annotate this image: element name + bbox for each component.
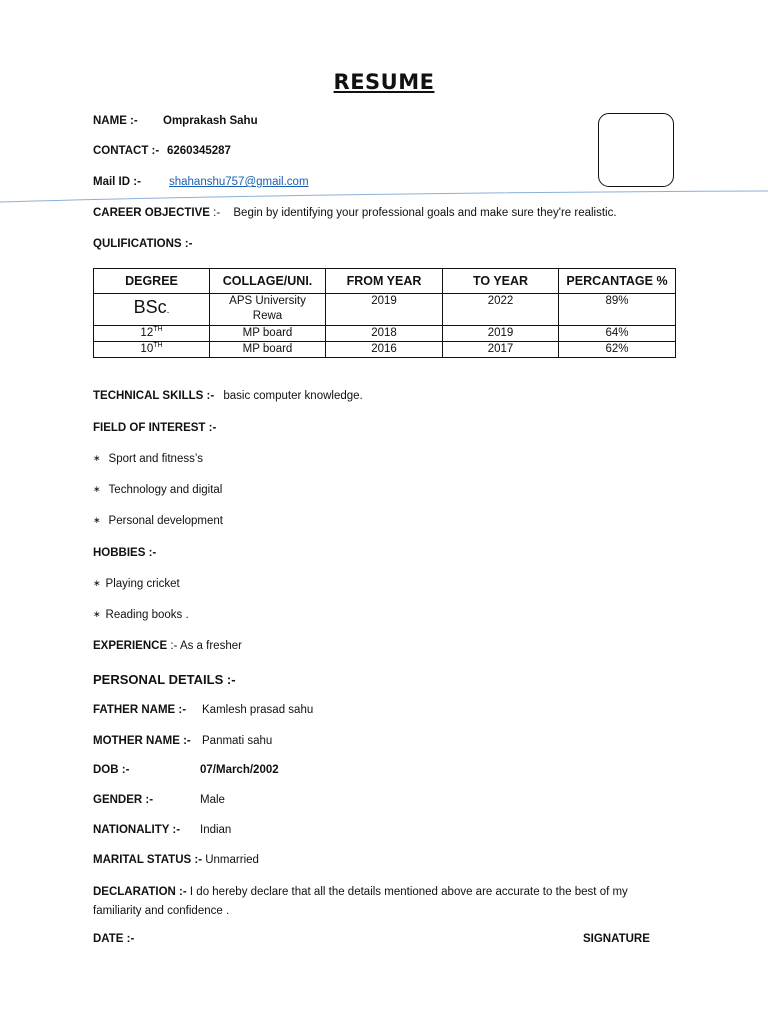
bullet-icon: ∗ [93, 484, 101, 494]
list-item [93, 609, 189, 621]
list-item [93, 578, 180, 590]
college-cell: MP board [210, 342, 326, 358]
table-row [94, 294, 676, 326]
degree-cell [94, 342, 210, 358]
marital-status-row [93, 854, 259, 866]
mother-label: MOTHER NAME :- [93, 735, 191, 747]
list-item [93, 484, 222, 496]
signature-label: SIGNATURE [583, 933, 650, 945]
college-cell: APS University Rewa [210, 294, 326, 326]
col-header-from-year: FROM YEAR [326, 269, 443, 294]
mail-link[interactable]: shahanshu757@gmail.com [169, 176, 309, 188]
experience-value: As a fresher [179, 640, 242, 652]
degree-12: 12 [140, 327, 154, 339]
divider-line [0, 190, 768, 204]
declaration [93, 883, 653, 920]
experience-row [93, 640, 242, 652]
to-year-cell: 2017 [443, 342, 559, 358]
contact-value: 6260345287 [167, 145, 231, 157]
dob-label: DOB :- [93, 764, 130, 776]
hobby-item-text: Reading books . [105, 609, 189, 621]
college-cell: MP board [210, 326, 326, 342]
gender-value: Male [200, 794, 225, 806]
col-header-degree: DEGREE [94, 269, 210, 294]
career-sep: :- [213, 207, 221, 219]
to-year-cell: 2022 [443, 294, 559, 326]
technical-value: basic computer knowledge. [223, 390, 363, 402]
page-title: RESUME [333, 70, 435, 94]
hobbies-label: HOBBIES :- [93, 547, 157, 559]
technical-skills-row [93, 390, 363, 402]
from-year-cell: 2018 [326, 326, 443, 342]
nationality-value: Indian [200, 824, 232, 836]
name-label: NAME :- [93, 115, 138, 127]
col-header-to-year: TO YEAR [443, 269, 559, 294]
interest-item-text: Technology and digital [108, 484, 223, 496]
bullet-icon: ∗ [93, 578, 101, 588]
father-label: FATHER NAME :- [93, 704, 187, 716]
degree-12-sup: TH [153, 326, 163, 334]
hobby-item-text: Playing cricket [105, 578, 180, 590]
mother-value: Panmati sahu [202, 735, 273, 747]
experience-label: EXPERIENCE [93, 640, 168, 652]
photo-placeholder [598, 113, 674, 187]
date-label: DATE :- [93, 933, 135, 945]
declaration-label: DECLARATION :- [93, 886, 187, 898]
career-objective-row [93, 207, 617, 219]
list-item [93, 453, 203, 465]
percent-cell: 62% [559, 342, 676, 358]
bullet-icon: ∗ [93, 609, 101, 619]
marital-value: Unmarried [205, 854, 259, 866]
percent-cell: 64% [559, 326, 676, 342]
degree-10-sup: TH [153, 342, 163, 350]
table-row [94, 342, 676, 358]
interest-item-text: Personal development [108, 515, 223, 527]
marital-label: MARITAL STATUS :- [93, 854, 203, 866]
qualifications-label: QULIFICATIONS :- [93, 238, 193, 250]
nationality-label: NATIONALITY :- [93, 824, 181, 836]
degree-cell [94, 326, 210, 342]
father-value: Kamlesh prasad sahu [202, 704, 314, 716]
career-label: CAREER OBJECTIVE [93, 207, 210, 219]
bullet-icon: ∗ [93, 515, 101, 525]
percent-cell: 89% [559, 294, 676, 326]
contact-label: CONTACT :- [93, 145, 160, 157]
degree-bsc-dot: . [166, 305, 170, 316]
name-value: Omprakash Sahu [163, 115, 258, 127]
table-header-row [94, 269, 676, 294]
declaration-text: I do hereby declare that all the details mentioned above are accurate to the best of my familiarity and confidence . [93, 886, 628, 917]
dob-value: 07/March/2002 [200, 764, 279, 776]
degree-10: 10 [140, 343, 154, 355]
degree-cell [94, 294, 210, 326]
from-year-cell: 2016 [326, 342, 443, 358]
career-value: Begin by identifying your professional goals and make sure they're realistic. [233, 207, 617, 219]
degree-bsc: BSc [133, 297, 167, 317]
from-year-cell: 2019 [326, 294, 443, 326]
col-header-college: COLLAGE/UNI. [210, 269, 326, 294]
mail-label: Mail ID :- [93, 176, 141, 188]
table-row [94, 326, 676, 342]
col-header-percentage: PERCANTAGE % [559, 269, 676, 294]
bullet-icon: ∗ [93, 453, 101, 463]
technical-label: TECHNICAL SKILLS :- [93, 390, 215, 402]
interest-item-text: Sport and fitness’s [108, 453, 203, 465]
experience-sep: :- [170, 640, 178, 652]
qualifications-table [93, 268, 676, 358]
list-item [93, 515, 223, 527]
interest-label: FIELD OF INTEREST :- [93, 422, 217, 434]
gender-label: GENDER :- [93, 794, 154, 806]
to-year-cell: 2019 [443, 326, 559, 342]
personal-details-heading: PERSONAL DETAILS :- [93, 672, 236, 687]
